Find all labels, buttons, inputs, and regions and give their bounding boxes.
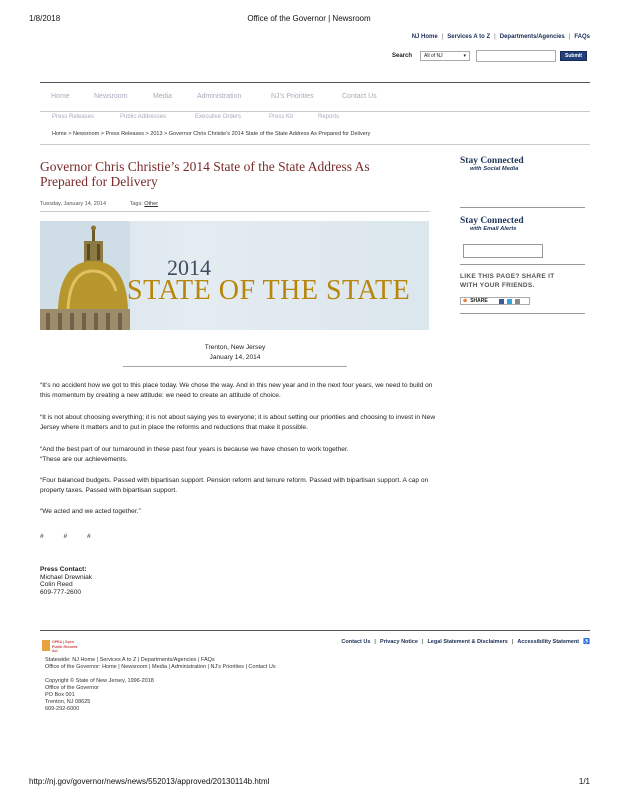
footer-link-legal[interactable]: Legal Statement & Disclaimers [427,639,508,645]
paragraph: “We acted and we acted together.” [40,508,141,515]
email-subtitle: with Email Alerts [470,226,517,232]
state-of-the-state-banner [40,221,429,330]
subnav-executive-orders[interactable]: Executive Orders [195,114,242,120]
print-url: http://nj.gov/governor/news/news/552013/approved/20130114b.html [29,777,270,786]
sidebar-social[interactable] [460,156,586,172]
share-label: SHARE [470,298,488,304]
press-contact [40,566,440,596]
hash-mark: # [40,533,44,540]
paragraph: “And the best part of our turnaround in these past four years is because we have chosen to work together. [40,446,349,453]
divider [40,144,590,145]
paragraph: “These are our achievements. [40,456,128,463]
nav-home[interactable]: Home [51,93,70,100]
paragraph: “It is not about choosing everything; it is not about saying yes to everyone; it is about setting our priorities and choosing to invest in New Jersey where it matters and to put in place the reforms and reductions that make it possible. [40,414,436,431]
dateline-place: Trenton, New Jersey [204,344,266,351]
print-date: 1/8/2018 [29,14,61,23]
search-input[interactable] [476,50,556,62]
share-icon: ⊕ [463,298,468,304]
subnav-press-releases[interactable]: Press Releases [52,114,95,120]
main-nav [40,82,590,112]
twitter-icon [507,299,512,304]
like-page-text [460,273,554,290]
breadcrumb[interactable]: Home > Newsroom > Press Releases > 2013 > Governor Chris Christie's 2014 State of the State Address As Prepared for Delivery [52,131,371,137]
top-link-services[interactable]: Services A to Z [447,34,491,40]
like-line-2: WITH YOUR FRIENDS. [460,281,535,289]
banner-year: 2014 [167,255,211,280]
sidebar-email [460,216,586,232]
tag-link[interactable]: Other [144,201,159,207]
footer-links: Contact Us | Privacy Notice | Legal Statement & Disclaimers | Accessibility Statement ♿ [341,639,590,645]
footer-link-accessibility[interactable]: Accessibility Statement [517,639,580,645]
article-date: Tuesday, January 14, 2014 [40,201,107,207]
social-subtitle: with Social Media [470,166,519,172]
press-contact-line: Colin Reed [40,581,73,588]
divider [460,313,585,314]
footer-nav [45,657,276,671]
top-links: NJ Home | Services A to Z | Departments/Agencies | FAQs [411,34,590,40]
search-bar [392,50,587,62]
banner-title: STATE OF THE STATE [127,275,411,306]
footer-statewide[interactable]: Statewide: NJ Home | Services A to Z | Departments/Agencies | FAQs [45,657,215,663]
subnav-public-addresses[interactable]: Public Addresses [120,114,167,120]
social-title: Stay Connected [460,156,524,166]
search-scope-select[interactable] [420,51,470,61]
nav-administration[interactable]: Administration [197,93,242,100]
footer-divider [40,630,590,631]
like-line-1: LIKE THIS PAGE? SHARE IT [460,273,555,280]
search-scope-value: All of NJ [424,53,443,59]
capitol-dome-image [40,221,130,330]
email-input[interactable] [463,244,543,258]
print-title: Office of the Governor | Newsroom [247,14,371,23]
opra-logo-text: OPRA | Open Public Records Act [52,640,78,653]
divider [460,207,585,208]
print-page-number: 1/1 [578,777,590,786]
footer-link-privacy[interactable]: Privacy Notice [379,639,418,645]
press-contact-label: Press Contact: [40,566,87,573]
email-title: Stay Connected [460,216,524,226]
dateline [40,343,430,369]
nav-priorities[interactable]: NJ's Priorities [271,93,314,100]
press-contact-line: Michael Drewniak [40,573,93,581]
article-meta [40,201,158,207]
nav-contact[interactable]: Contact Us [342,93,377,100]
footer-address-line: PO Box 001 [45,692,75,698]
subnav-press-kit[interactable]: Press Kit [269,114,294,120]
opra-logo[interactable] [42,639,82,653]
top-link-faqs[interactable]: FAQs [574,34,590,40]
page-title: Governor Chris Christie’s 2014 State of the State Address As Prepared for Delivery [40,159,370,189]
submit-button[interactable]: Submit [560,51,587,61]
search-label: Search [392,53,413,59]
footer-address-line: Office of the Governor [45,685,100,691]
top-link-departments[interactable]: Departments/Agencies [499,34,565,40]
nav-newsroom[interactable]: Newsroom [94,93,128,100]
footer-address-block [45,678,154,713]
dateline-date: January 14, 2014 [209,353,261,361]
divider [40,211,430,212]
email-icon [515,299,520,304]
opra-logo-mark [42,640,50,651]
footer-copyright: Copyright © State of New Jersey, 1996-2018 [45,678,154,684]
nav-media[interactable]: Media [153,93,173,100]
share-button[interactable] [460,297,530,305]
hash-mark: # [87,533,91,540]
chevron-down-icon: ▾ [463,53,467,59]
press-contact-line: 609-777-2600 [40,588,82,596]
footer-address-line: Trenton, NJ 08625 [45,699,91,705]
divider [460,264,585,265]
accessibility-icon[interactable]: ♿ [583,639,590,645]
footer-address-line: 609-292-6000 [45,706,80,712]
subnav-reports[interactable]: Reports [318,114,340,120]
footer-office[interactable]: Office of the Governor: Home | Newsroom | Media | Administration | NJ's Priorities | Contact Us [45,664,276,670]
footer-link-contact[interactable]: Contact Us [341,639,371,645]
tags-label: Tags: [129,201,143,207]
paragraph: “It’s no accident how we got to this place today. We chose the way. And in this new year and in the next four years, we need to build on this momentum by creating a new attitude: we need to create an attitude of choice. [40,382,433,399]
paragraph: “Four balanced budgets. Passed with bipartisan support. Pension reform and tenure reform. Passed with bipartisan support. A cap on property taxes. Passed with bipartisan support. [40,477,429,494]
top-link-nj-home[interactable]: NJ Home [411,34,438,40]
facebook-icon [499,299,504,304]
end-marks [40,532,440,542]
hash-mark: # [63,533,68,540]
dateline-rule: _____________________________________________________________ [123,360,347,367]
